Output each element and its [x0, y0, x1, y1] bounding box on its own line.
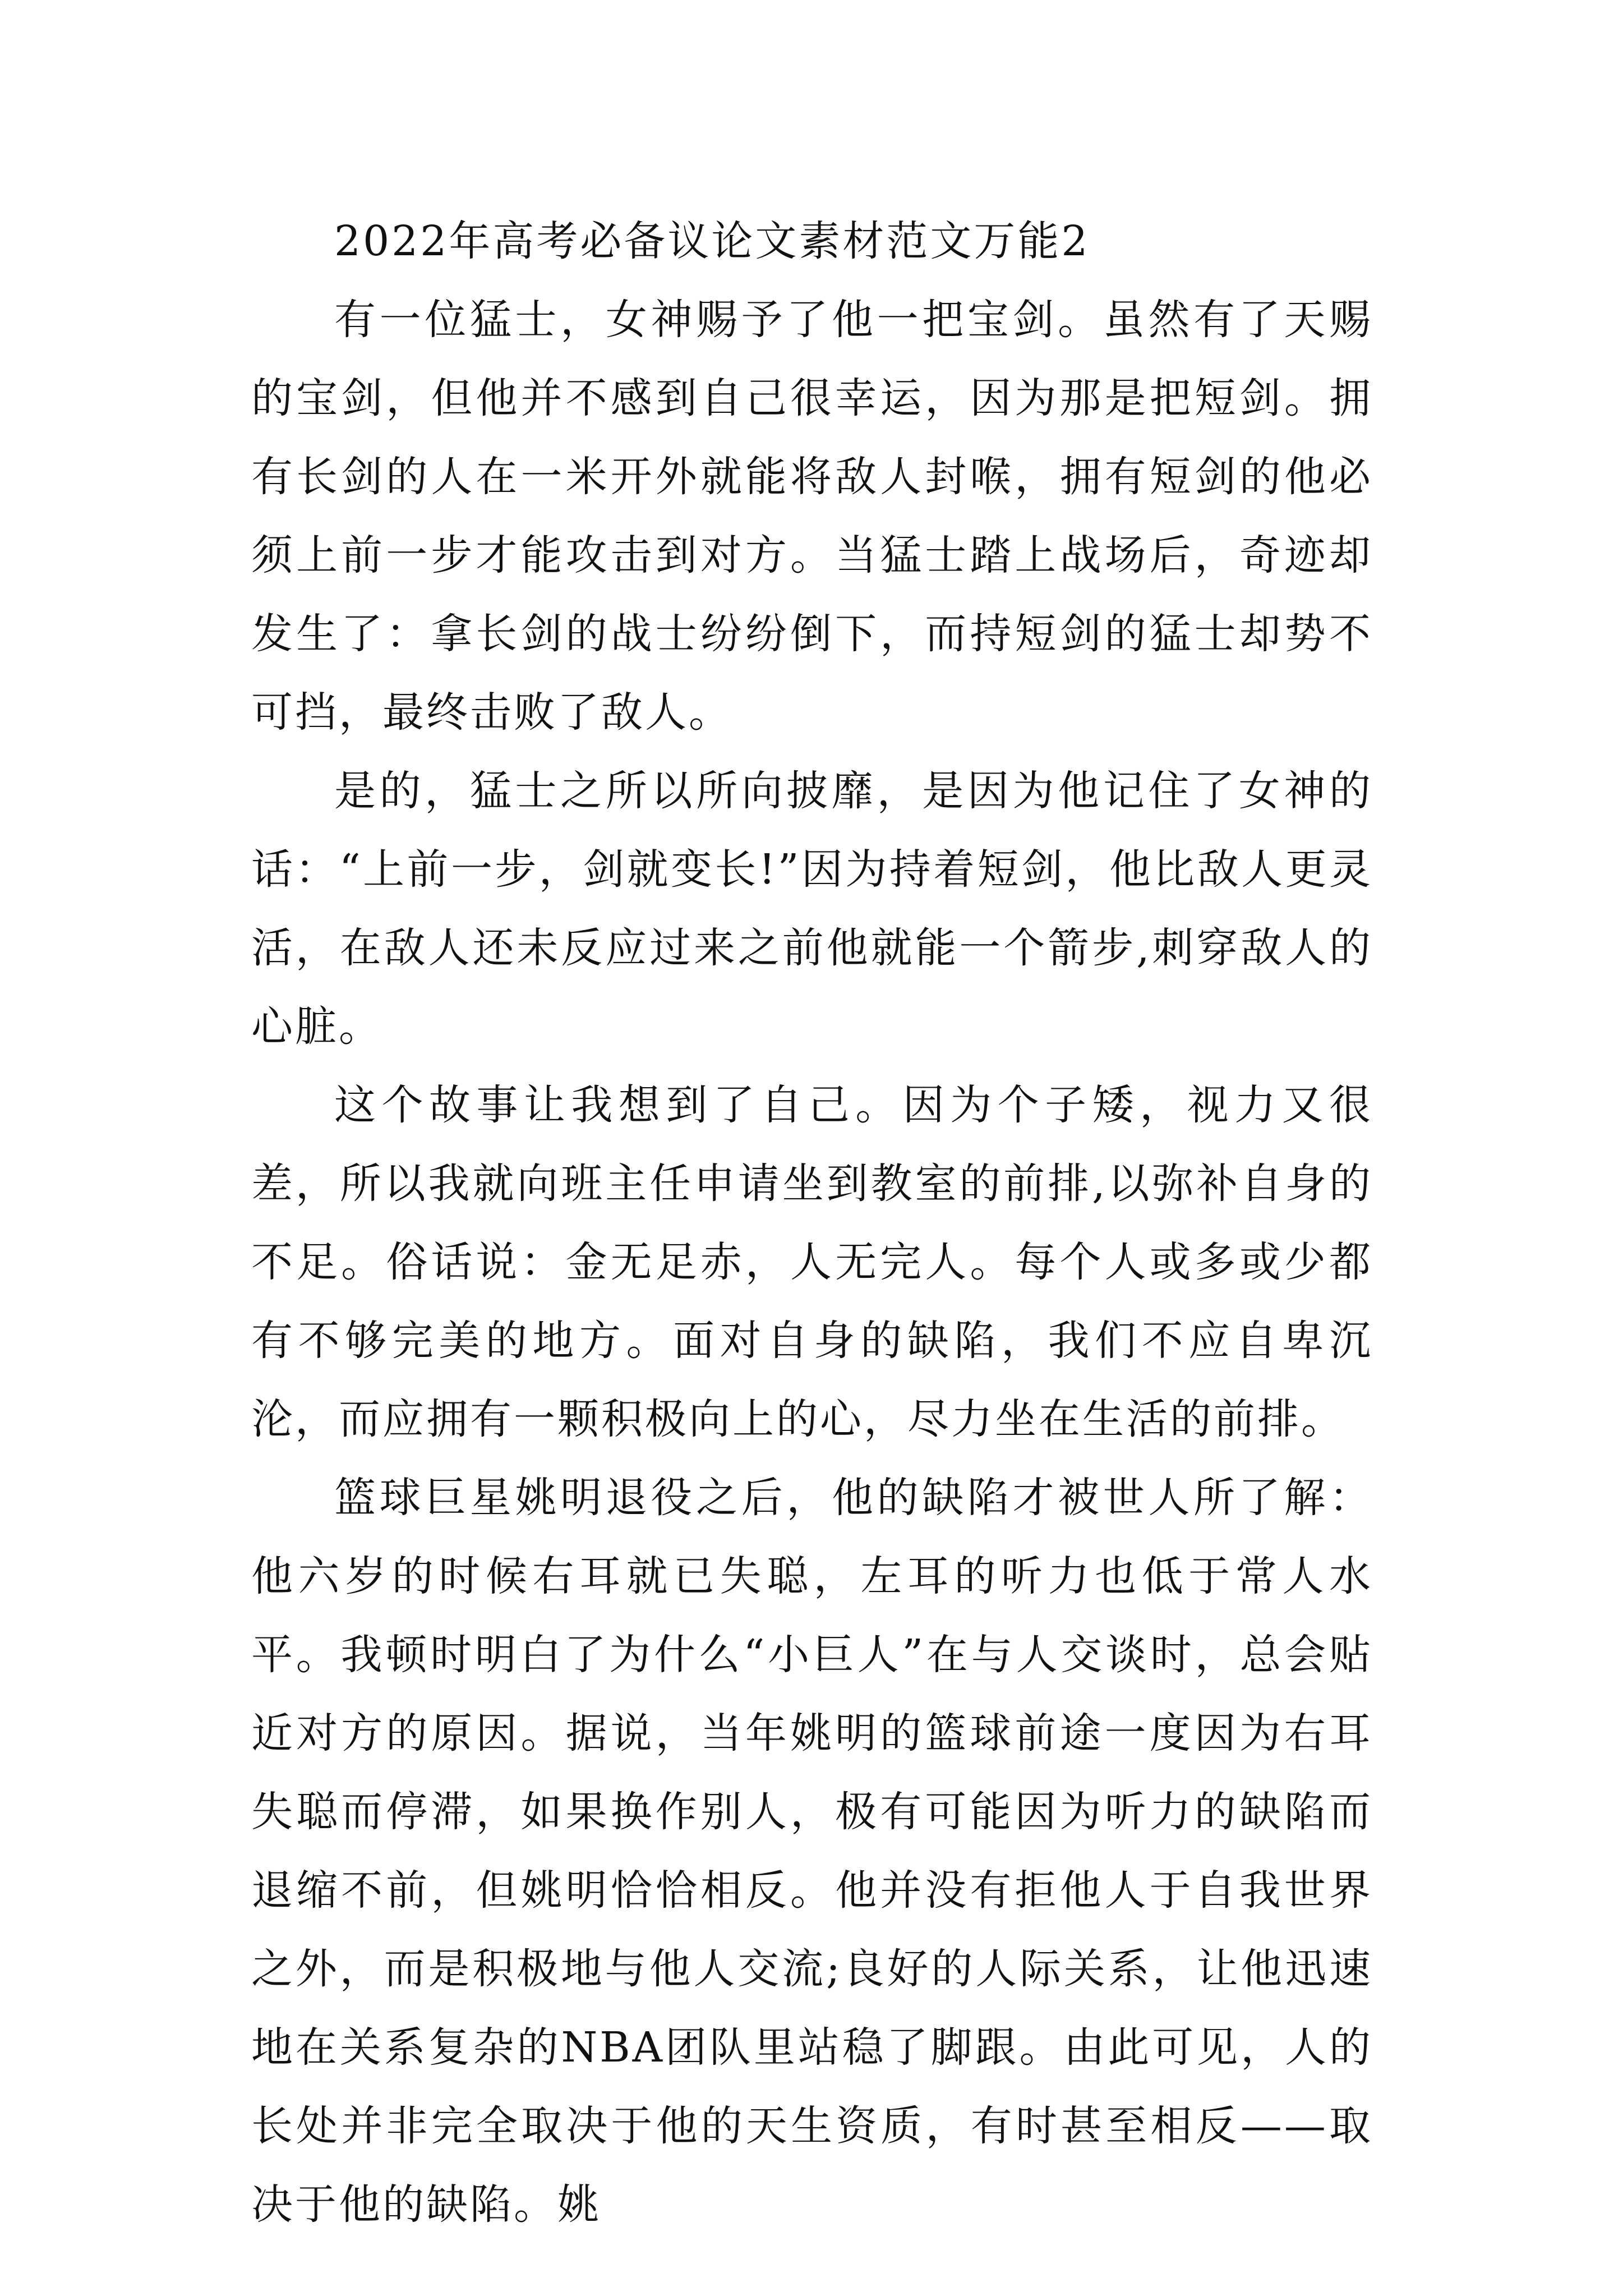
paragraph-4: 篮球巨星姚明退役之后，他的缺陷才被世人所了解：他六岁的时候右耳就已失聪，左耳的听力也低于常人水平。我顿时明白了为什么“小巨人”在与人交谈时，总会贴近对方的原因。据说，当年姚明的篮球前途一度因为右耳失聪而停滞，如果换作别人，极有可能因为听力的缺陷而退缩不前，但姚明恰恰相反。他并没有拒他人于自我世界之外，而是积极地与他人交流;良好的人际关系，让他迅速地在关系复杂的NBA团队里站稳了脚跟。由此可见，人的长处并非完全取决于他的天生资质，有时甚至相反——取决于他的缺陷。姚 [251, 1474, 1373, 2229]
paragraph-3: 这个故事让我想到了自己。因为个子矮，视力又很差，所以我就向班主任申请坐到教室的前排,以弥补自身的不足。俗话说：金无足赤，人无完人。每个人或多或少都有不够完美的地方。面对自身的缺陷，我们不应自卑沉沦，而应拥有一颗积极向上的心，尽力坐在生活的前排。 [251, 1081, 1373, 1443]
paragraph-1: 有一位猛士，女神赐予了他一把宝剑。虽然有了天赐的宝剑，但他并不感到自己很幸运，因为那是把短剑。拥有长剑的人在一米开外就能将敌人封喉，拥有短剑的他必须上前一步才能攻击到对方。当猛士踏上战场后，奇迹却发生了：拿长剑的战士纷纷倒下，而持短剑的猛士却势不可挡，最终击败了敌人。 [251, 296, 1373, 737]
document-title: 2022年高考必备议论文素材范文万能2 [334, 217, 1090, 265]
document-body [251, 202, 1373, 2244]
paragraph-2: 是的，猛士之所以所向披靡，是因为他记住了女神的话：“上前一步，剑就变长!”因为持着短剑，他比敌人更灵活，在敌人还未反应过来之前他就能一个箭步,刺穿敌人的心脏。 [251, 767, 1373, 1051]
